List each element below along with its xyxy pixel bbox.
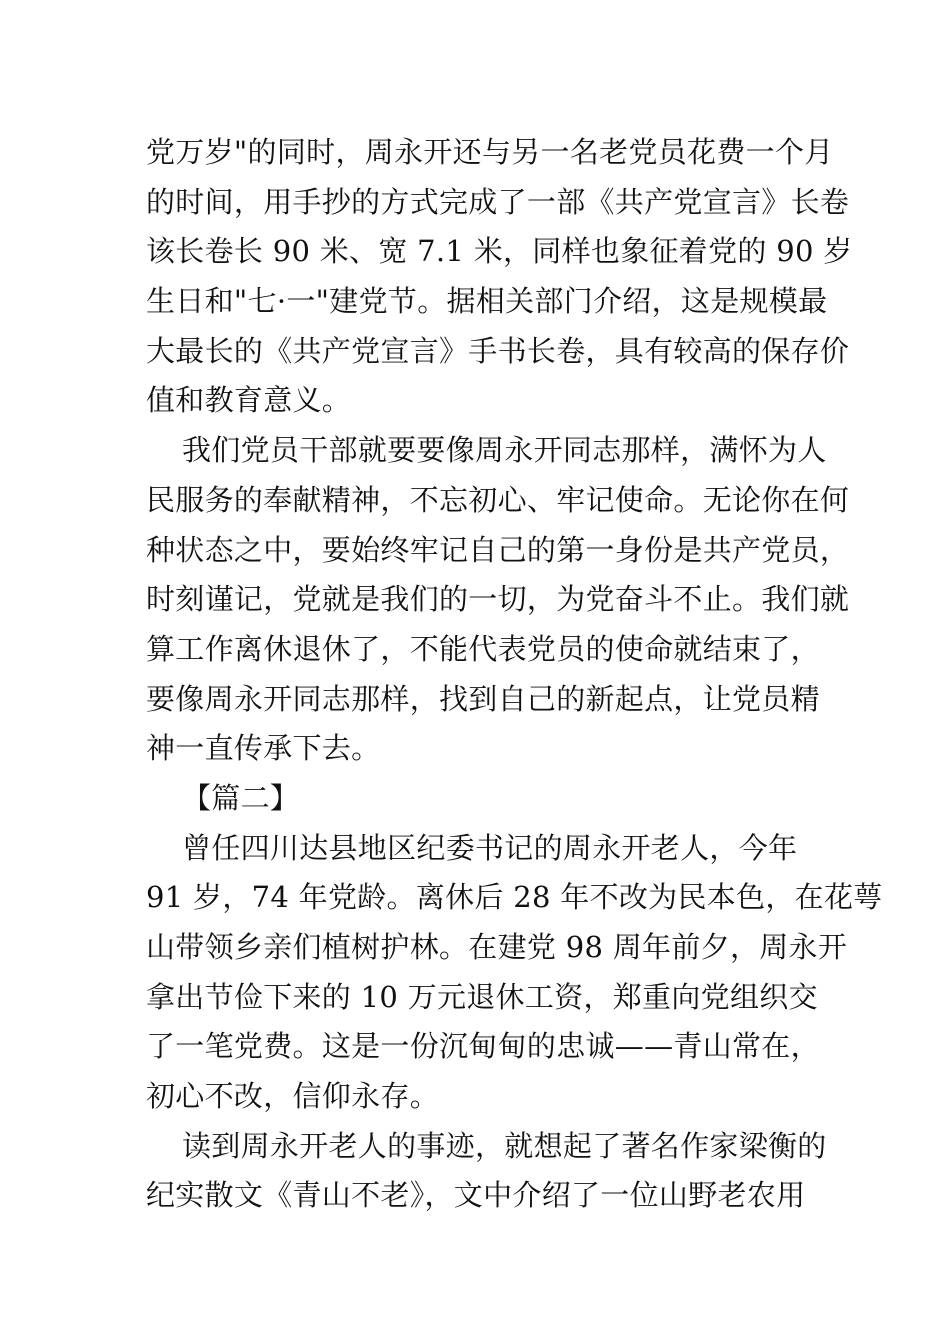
text-line: 的时间，用手抄的方式完成了一部《共产党宣言》长卷 bbox=[146, 184, 850, 219]
paragraph-start-line: 读到周永开老人的事迹，就想起了著名作家梁衡的 bbox=[182, 1128, 827, 1163]
text-line: 要像周永开同志那样，找到自己的新起点，让党员精 bbox=[146, 681, 820, 716]
text-line: 算工作离休退休了，不能代表党员的使命就结束了， bbox=[146, 631, 820, 666]
text-line: 该长卷长 90 米、宽 7.1 米，同样也象征着党的 90 岁 bbox=[146, 234, 853, 269]
text-line: 了一笔党费。这是一份沉甸甸的忠诚——青山常在， bbox=[146, 1029, 820, 1064]
paragraph-start-line: 曾任四川达县地区纪委书记的周永开老人，今年 bbox=[182, 830, 798, 865]
text-line: 神一直传承下去。 bbox=[146, 731, 381, 766]
paragraph-start-line: 我们党员干部就要要像周永开同志那样，满怀为人 bbox=[182, 433, 827, 468]
text-line: 初心不改，信仰永存。 bbox=[146, 1079, 440, 1114]
text-line: 生日和"七·一"建党节。据相关部门介绍，这是规模最 bbox=[146, 284, 828, 319]
text-line: 党万岁"的同时，周永开还与另一名老党员花费一个月 bbox=[146, 135, 834, 169]
text-line: 值和教育意义。 bbox=[146, 383, 352, 418]
text-line: 种状态之中，要始终牢记自己的第一身份是共产党员， bbox=[146, 532, 850, 567]
text-line: 大最长的《共产党宣言》手书长卷，具有较高的保存价 bbox=[146, 333, 850, 368]
text-line: 山带领乡亲们植树护林。在建党 98 周年前夕，周永开 bbox=[146, 930, 848, 964]
section-heading: 【篇二】 bbox=[182, 780, 300, 815]
text-line: 时刻谨记，党就是我们的一切，为党奋斗不止。我们就 bbox=[146, 582, 850, 617]
body-text bbox=[146, 128, 883, 1221]
text-line: 拿出节俭下来的 10 万元退休工资，郑重向党组织交 bbox=[146, 979, 818, 1014]
text-line: 民服务的奉献精神，不忘初心、牢记使命。无论你在何 bbox=[146, 482, 850, 517]
text-line: 纪实散文《青山不老》，文中介绍了一位山野老农用 bbox=[146, 1178, 806, 1213]
text-line: 91 岁，74 年党龄。离休后 28 年不改为民本色，在花萼 bbox=[146, 880, 883, 915]
